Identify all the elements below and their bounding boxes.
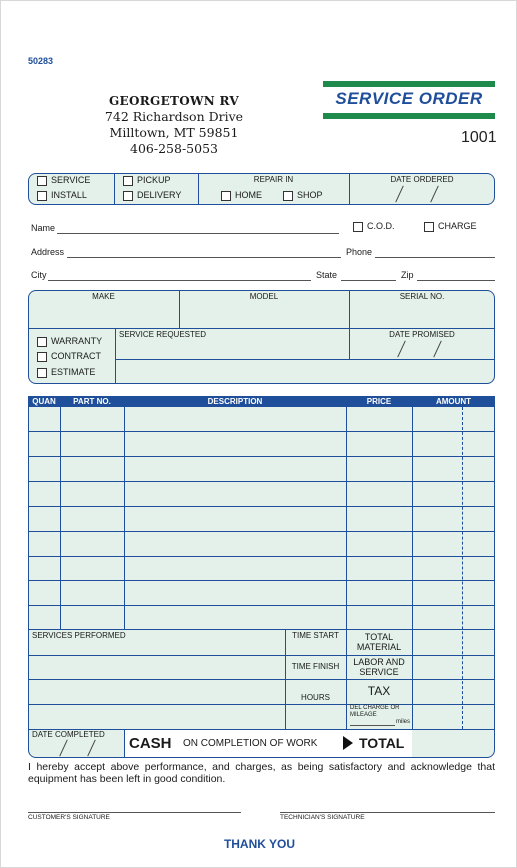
checkbox-service[interactable] <box>37 175 90 186</box>
delivery-label: DELIVERY <box>137 190 182 200</box>
zip-label: Zip <box>401 270 414 280</box>
checkbox-estimate[interactable] <box>37 367 95 378</box>
time-finish-label: TIME FINISH <box>291 662 340 671</box>
address-label: Address <box>31 247 65 257</box>
del-charge-label: DEL CHARGE OR MILEAGE <box>350 705 400 718</box>
contract-label: CONTRACT <box>51 351 101 361</box>
title-bar-bottom <box>323 113 495 119</box>
service-label: SERVICE <box>51 175 91 185</box>
title-bar-top <box>323 81 495 87</box>
warranty-label: WARRANTY <box>51 336 103 346</box>
phone-label: Phone <box>346 247 373 257</box>
date-ordered-label: DATE ORDERED <box>390 175 454 184</box>
time-start-label: TIME START <box>292 631 339 640</box>
phone-field[interactable] <box>375 257 495 258</box>
state-label: State <box>316 270 338 280</box>
checkbox-pickup[interactable] <box>123 175 171 186</box>
labor-service-label: LABOR AND SERVICE <box>353 657 405 677</box>
checkbox-home[interactable] <box>221 190 262 201</box>
total-label: TOTAL <box>359 735 405 751</box>
make-label: MAKE <box>92 292 115 301</box>
cash-label: CASH <box>129 735 172 752</box>
arrow-right-icon <box>343 736 353 750</box>
form-number: 50283 <box>28 56 54 66</box>
checkbox-delivery[interactable] <box>123 190 181 201</box>
company-block <box>99 94 249 156</box>
checkbox-warranty[interactable] <box>37 336 102 347</box>
technician-signature-line[interactable] <box>280 812 495 813</box>
tax-label: TAX <box>367 684 391 698</box>
header-quan: QUAN <box>32 397 56 406</box>
city-label: City <box>31 270 47 280</box>
name-field[interactable] <box>57 233 339 234</box>
header-part-no: PART NO. <box>73 397 111 406</box>
miles-label: miles <box>396 719 411 725</box>
address-field[interactable] <box>67 257 341 258</box>
checkbox-cod[interactable] <box>353 221 395 232</box>
total-material-label: TOTAL MATERIAL <box>356 632 402 652</box>
repair-in-label: REPAIR IN <box>253 175 294 184</box>
date-promised-label: DATE PROMISED <box>389 330 455 339</box>
home-label: HOME <box>235 190 262 200</box>
serial-label: SERIAL NO. <box>399 292 445 301</box>
technician-signature-label: TECHNICIAN'S SIGNATURE <box>280 814 365 821</box>
header-amount: AMOUNT <box>435 397 472 406</box>
checkbox-charge[interactable] <box>424 221 477 232</box>
company-address: 742 Richardson Drive <box>104 109 244 124</box>
acknowledgement-text: I hereby accept above performance, and charges, as being satisfactory and acknowledge that equipment has been left in good condition. <box>28 761 495 785</box>
checkbox-install[interactable] <box>37 190 87 201</box>
on-completion-label: ON COMPLETION OF WORK <box>183 738 318 749</box>
city-field[interactable] <box>48 280 311 281</box>
header-price: PRICE <box>366 397 392 406</box>
pickup-label: PICKUP <box>137 175 171 185</box>
mileage-line <box>350 725 395 726</box>
install-label: INSTALL <box>51 190 87 200</box>
services-performed-label: SERVICES PERFORMED <box>32 631 126 640</box>
thank-you: THANK YOU <box>223 837 296 851</box>
company-name: GEORGETOWN RV <box>109 94 239 108</box>
order-number: 1001 <box>461 129 497 146</box>
charge-label: CHARGE <box>438 221 477 231</box>
hours-label: HOURS <box>301 693 330 702</box>
cod-label: C.O.D. <box>367 221 395 231</box>
zip-field[interactable] <box>417 280 495 281</box>
name-label: Name <box>31 223 56 233</box>
estimate-label: ESTIMATE <box>51 367 96 377</box>
shop-label: SHOP <box>297 190 323 200</box>
checkbox-contract[interactable] <box>37 351 101 362</box>
state-field[interactable] <box>341 280 396 281</box>
form-title: SERVICE ORDER <box>335 89 483 108</box>
date-completed-label: DATE COMPLETED <box>32 730 105 739</box>
company-city: Milltown, MT 59851 <box>109 125 239 140</box>
service-requested-label: SERVICE REQUESTED <box>119 330 206 339</box>
customer-signature-label: CUSTOMER'S SIGNATURE <box>28 814 110 821</box>
model-label: MODEL <box>249 292 279 301</box>
company-phone: 406-258-5053 <box>130 141 218 156</box>
customer-signature-line[interactable] <box>28 812 241 813</box>
checkbox-shop[interactable] <box>283 190 323 201</box>
header-description: DESCRIPTION <box>207 397 263 406</box>
